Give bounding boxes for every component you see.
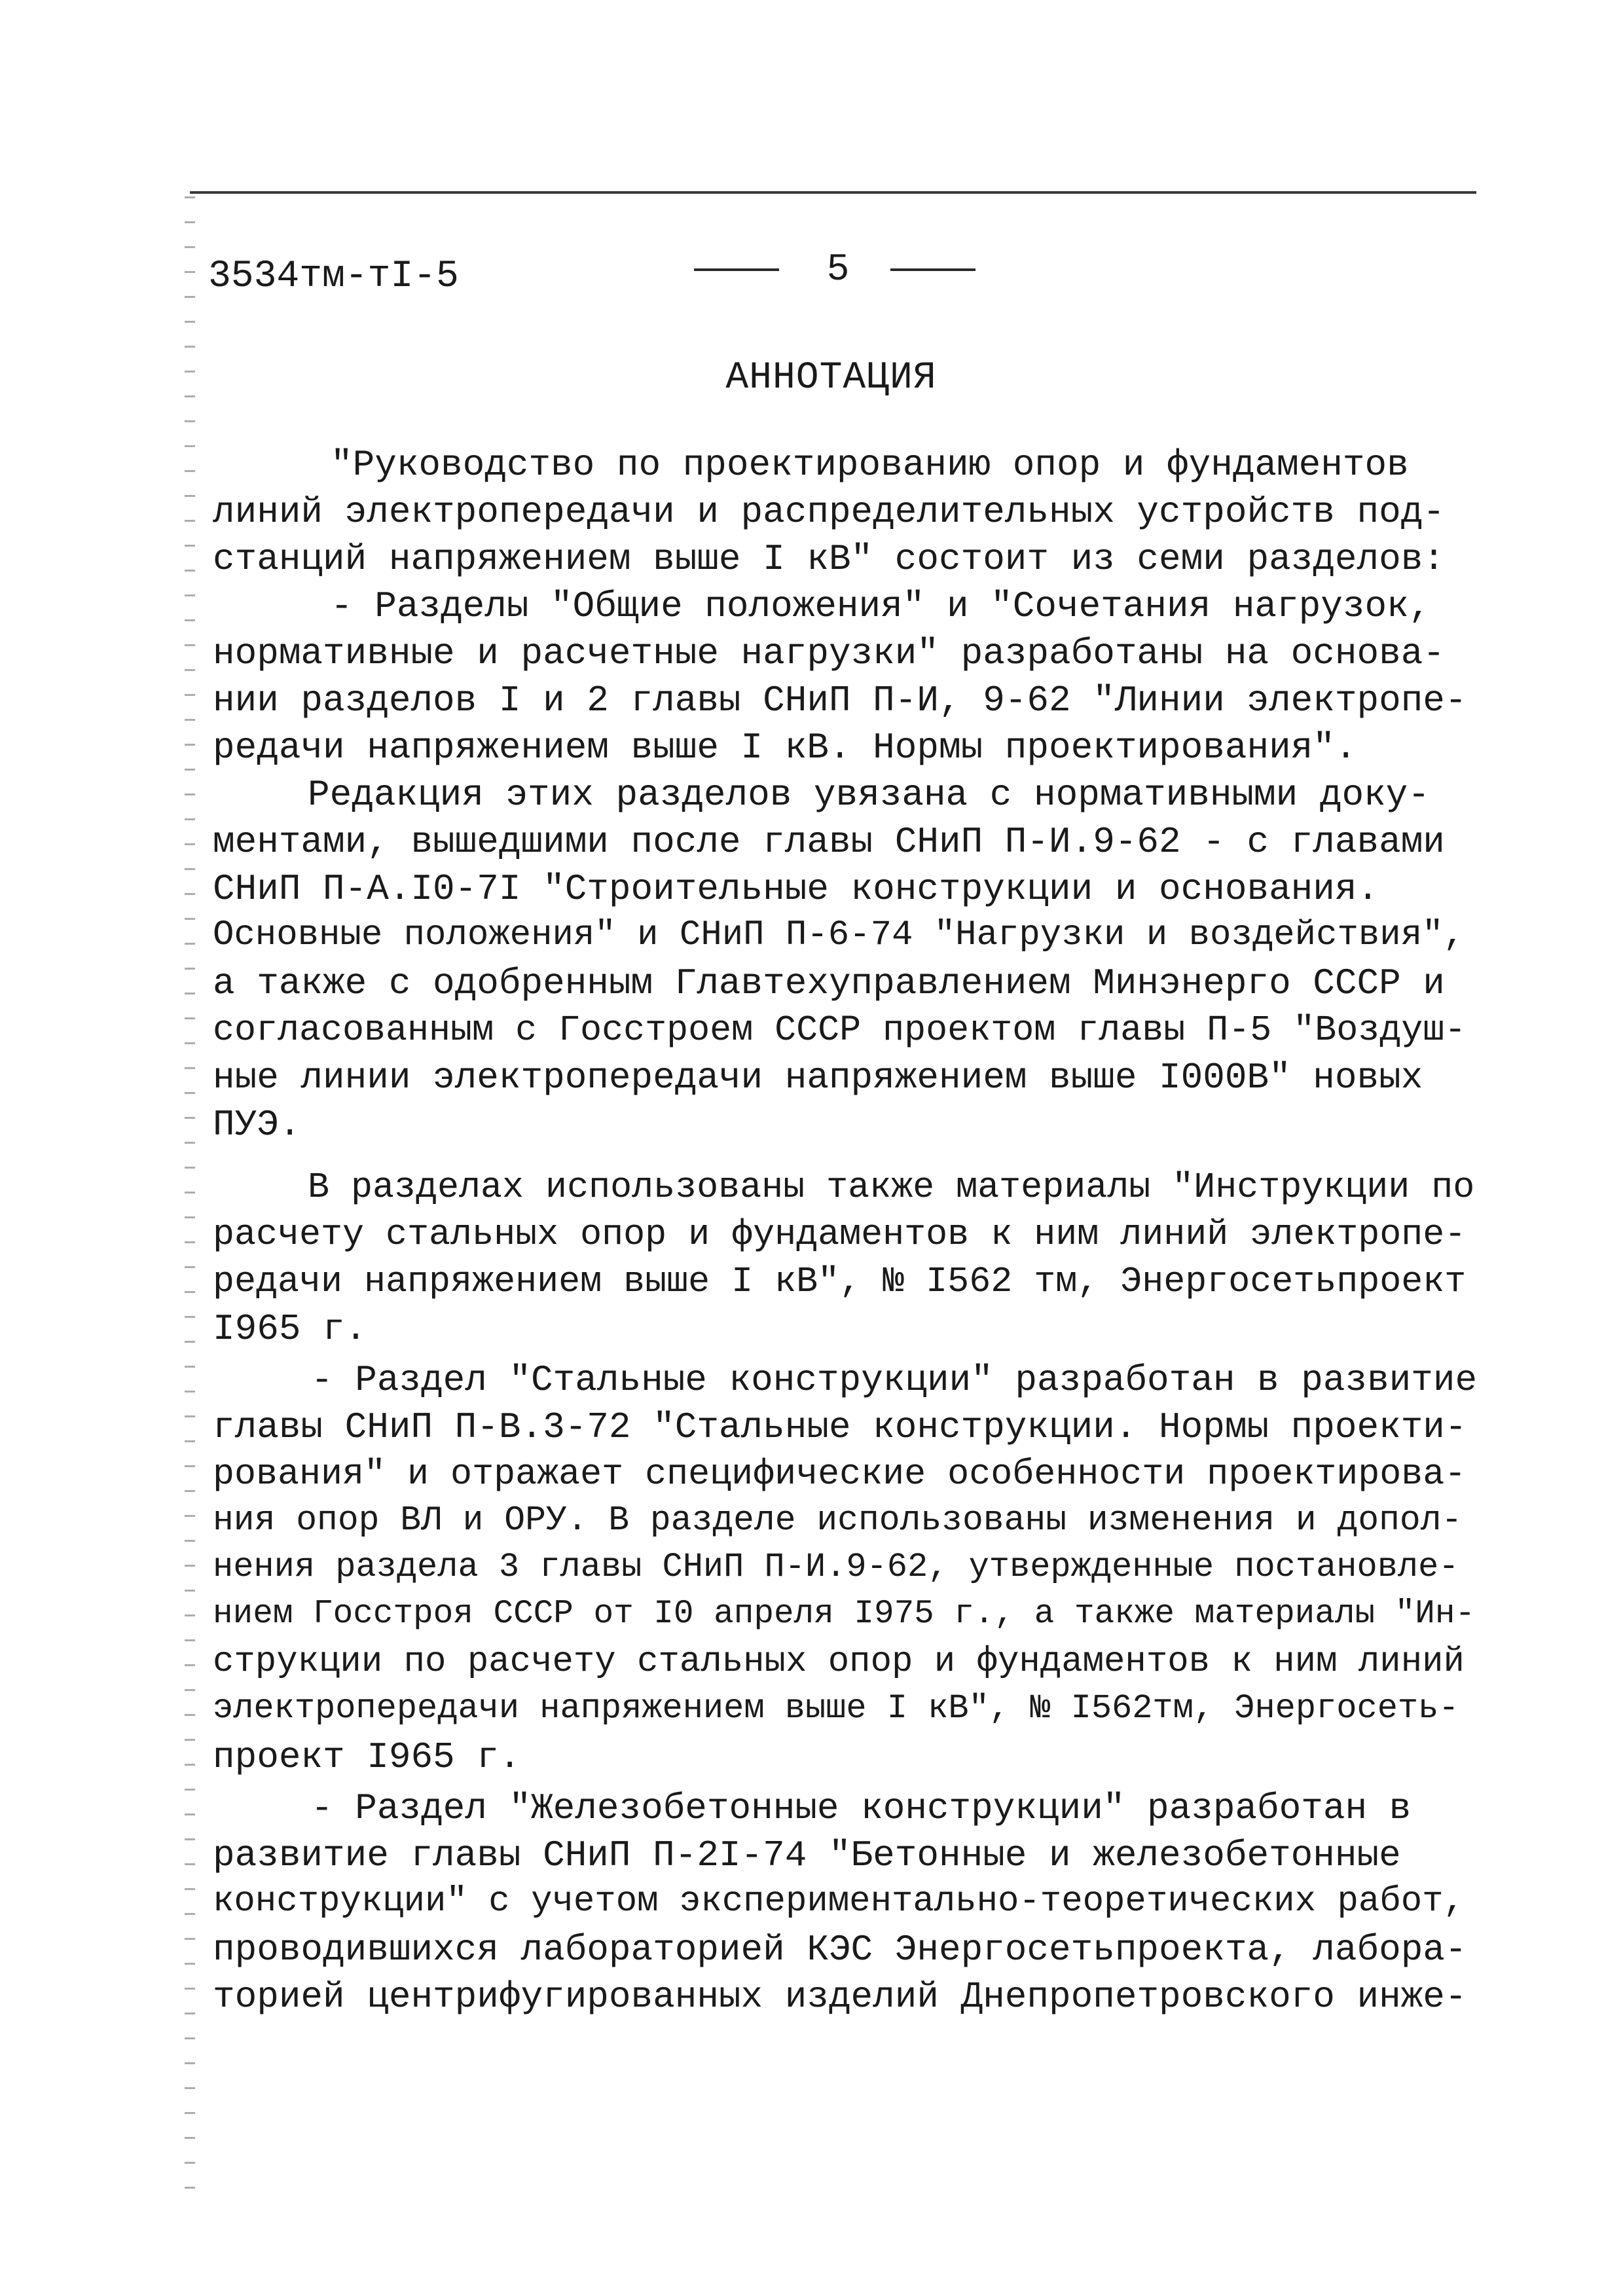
page-number-dash-left xyxy=(694,268,779,271)
text-line: согласованным с Госстроем СССР проектом главы П-5 "Воздуш- xyxy=(213,1010,1467,1051)
text-line: струкции по расчету стальных опор и фундаментов к ним линий xyxy=(213,1642,1465,1682)
page-number-dash-right xyxy=(890,268,976,271)
text-line: торией центрифугированных изделий Днепропетровского инже- xyxy=(213,1976,1467,2018)
text-line: нения раздела 3 главы СНиП П-И.9-62, утвержденные постановле- xyxy=(213,1548,1459,1586)
text-line: Редакция этих разделов увязана с нормативными доку- xyxy=(308,774,1430,816)
page-number: 5 xyxy=(826,249,850,291)
text-line: - Разделы "Общие положения" и "Сочетания нагрузок, xyxy=(331,585,1431,627)
text-line: проводившихся лабораторией КЭС Энергосетьпроекта, лабора- xyxy=(213,1929,1467,1971)
section-title: АННОТАЦИЯ xyxy=(725,357,937,399)
text-line: нии разделов I и 2 главы СНиП П-И, 9-62 "Линии электропе- xyxy=(213,680,1467,721)
text-line: редачи напряжением выше I кВ. Нормы проектирования". xyxy=(213,727,1357,769)
text-line: проект I965 г. xyxy=(213,1736,521,1778)
text-line: развитие главы СНиП П-2I-74 "Бетонные и железобетонные xyxy=(213,1834,1401,1876)
text-line: электропередачи напряжением выше I кВ", № I562тм, Энергосеть- xyxy=(213,1689,1459,1728)
text-line: ПУЭ. xyxy=(213,1104,301,1146)
text-line: СНиП П-А.I0-7I "Строительные конструкции и основания. xyxy=(213,868,1379,910)
page-number-group xyxy=(694,249,976,301)
text-line: а также с одобренным Главтехуправлением Минэнерго СССР и xyxy=(213,962,1445,1004)
text-line: линий электропередачи и распределительных устройств под- xyxy=(213,491,1445,533)
text-line: редачи напряжением выше I кВ", № I562 тм, Энергосетьпроект xyxy=(213,1261,1467,1302)
text-line: нием Госстроя СССР от I0 апреля I975 г., а также материалы "Ин- xyxy=(213,1595,1476,1633)
text-line: главы СНиП П-В.3-72 "Стальные конструкции. Нормы проекти- xyxy=(213,1406,1467,1448)
text-line: ния опор ВЛ и ОРУ. В разделе использованы изменения и допол- xyxy=(213,1501,1463,1540)
text-line: конструкции" с учетом экспериментально-теоретических работ, xyxy=(213,1882,1465,1922)
text-line: станций напряжением выше I кВ" состоит из семи разделов: xyxy=(213,538,1445,580)
text-line: I965 г. xyxy=(213,1308,367,1350)
text-line: нормативные и расчетные нагрузки" разработаны на основа- xyxy=(213,632,1445,674)
document-code: 3534тм-тI-5 xyxy=(208,255,459,298)
text-line: - Раздел "Железобетонные конструкции" разработан в xyxy=(311,1787,1412,1829)
text-line: ные линии электропередачи напряжением выше I000В" новых xyxy=(213,1057,1423,1099)
left-margin-marks xyxy=(185,196,195,2193)
text-line: Основные положения" и СНиП П-6-74 "Нагрузки и воздействия", xyxy=(213,915,1465,955)
text-line: В разделах использованы также материалы "Инструкции по xyxy=(308,1167,1475,1208)
top-rule xyxy=(190,191,1476,194)
text-line: рования" и отражает специфические особенности проектирова- xyxy=(213,1453,1467,1495)
text-line: ментами, вышедшими после главы СНиП П-И.9-62 - с главами xyxy=(213,821,1445,863)
text-line: расчету стальных опор и фундаментов к ним линий электропе- xyxy=(213,1214,1467,1255)
text-line: - Раздел "Стальные конструкции" разработан в развитие xyxy=(311,1359,1478,1401)
text-line: "Руководство по проектированию опор и фундаментов xyxy=(331,444,1409,486)
